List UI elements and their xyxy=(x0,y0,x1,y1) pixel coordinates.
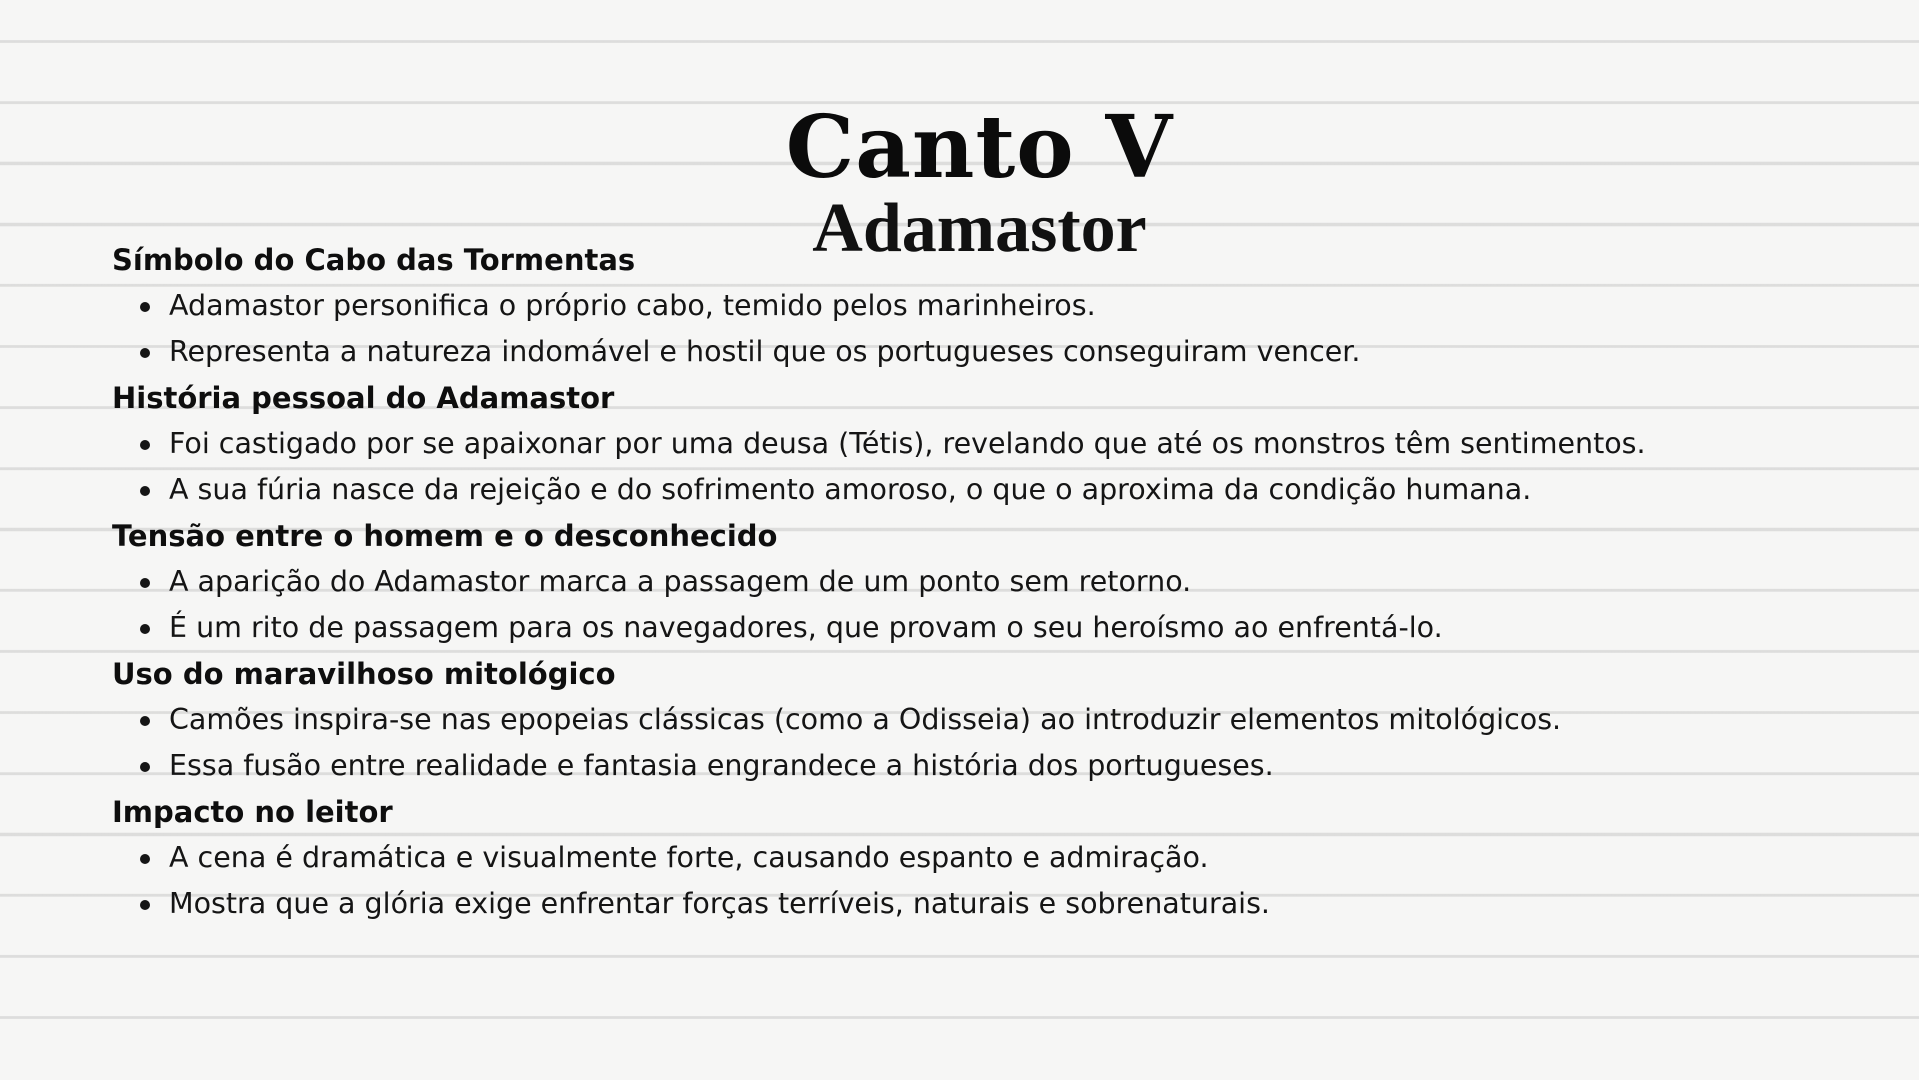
section-heading: Uso do maravilhoso mitológico xyxy=(112,657,616,691)
bullet-dot-icon xyxy=(140,900,150,910)
slide-title: Canto V xyxy=(785,97,1174,198)
bullet-dot-icon xyxy=(140,348,150,358)
bullet-item xyxy=(112,743,1812,789)
section-tensao xyxy=(112,513,1812,651)
bullet-text: A sua fúria nasce da rejeição e do sofrimento amoroso, o que o aproxima da condição humana. xyxy=(169,473,1532,506)
bullet-dot-icon xyxy=(140,762,150,772)
bullet-list xyxy=(112,421,1812,513)
slide-content xyxy=(112,237,1812,927)
bullet-item xyxy=(112,467,1812,513)
bullet-text: Mostra que a glória exige enfrentar forças terríveis, naturais e sobrenaturais. xyxy=(169,887,1270,920)
bullet-item xyxy=(112,329,1812,375)
bullet-list xyxy=(112,835,1812,927)
section-impacto xyxy=(112,789,1812,927)
section-heading: História pessoal do Adamastor xyxy=(112,381,615,415)
bullet-dot-icon xyxy=(140,302,150,312)
bullet-list xyxy=(112,283,1812,375)
bullet-item xyxy=(112,835,1812,881)
section-heading: Impacto no leitor xyxy=(112,795,393,829)
bullet-dot-icon xyxy=(140,440,150,450)
bullet-dot-icon xyxy=(140,486,150,496)
bullet-text: Essa fusão entre realidade e fantasia engrandece a história dos portugueses. xyxy=(169,749,1274,782)
bullet-dot-icon xyxy=(140,854,150,864)
section-heading: Tensão entre o homem e o desconhecido xyxy=(112,519,778,553)
bullet-text: A cena é dramática e visualmente forte, causando espanto e admiração. xyxy=(169,841,1209,874)
section-historia-pessoal xyxy=(112,375,1812,513)
bullet-text: Camões inspira-se nas epopeias clássicas (como a Odisseia) ao introduzir elementos mitológicos. xyxy=(169,703,1562,736)
bullet-text: Foi castigado por se apaixonar por uma deusa (Tétis), revelando que até os monstros têm sentimentos. xyxy=(169,427,1646,460)
bullet-dot-icon xyxy=(140,578,150,588)
section-heading: Símbolo do Cabo das Tormentas xyxy=(112,243,636,277)
bullet-list xyxy=(112,559,1812,651)
section-cabo-tormentas xyxy=(112,237,1812,375)
bullet-text: A aparição do Adamastor marca a passagem de um ponto sem retorno. xyxy=(169,565,1192,598)
section-maravilhoso xyxy=(112,651,1812,789)
bullet-text: É um rito de passagem para os navegadores, que provam o seu heroísmo ao enfrentá-lo. xyxy=(169,611,1443,644)
bullet-item xyxy=(112,605,1812,651)
bullet-list xyxy=(112,697,1812,789)
bullet-text: Representa a natureza indomável e hostil que os portugueses conseguiram vencer. xyxy=(169,335,1361,368)
slide-subtitle: Adamastor xyxy=(812,190,1147,267)
bullet-dot-icon xyxy=(140,716,150,726)
bullet-item xyxy=(112,421,1812,467)
bullet-item xyxy=(112,559,1812,605)
bullet-text: Adamastor personifica o próprio cabo, temido pelos marinheiros. xyxy=(169,289,1096,322)
bullet-dot-icon xyxy=(140,624,150,634)
bullet-item xyxy=(112,881,1812,927)
bullet-item xyxy=(112,283,1812,329)
bullet-item xyxy=(112,697,1812,743)
